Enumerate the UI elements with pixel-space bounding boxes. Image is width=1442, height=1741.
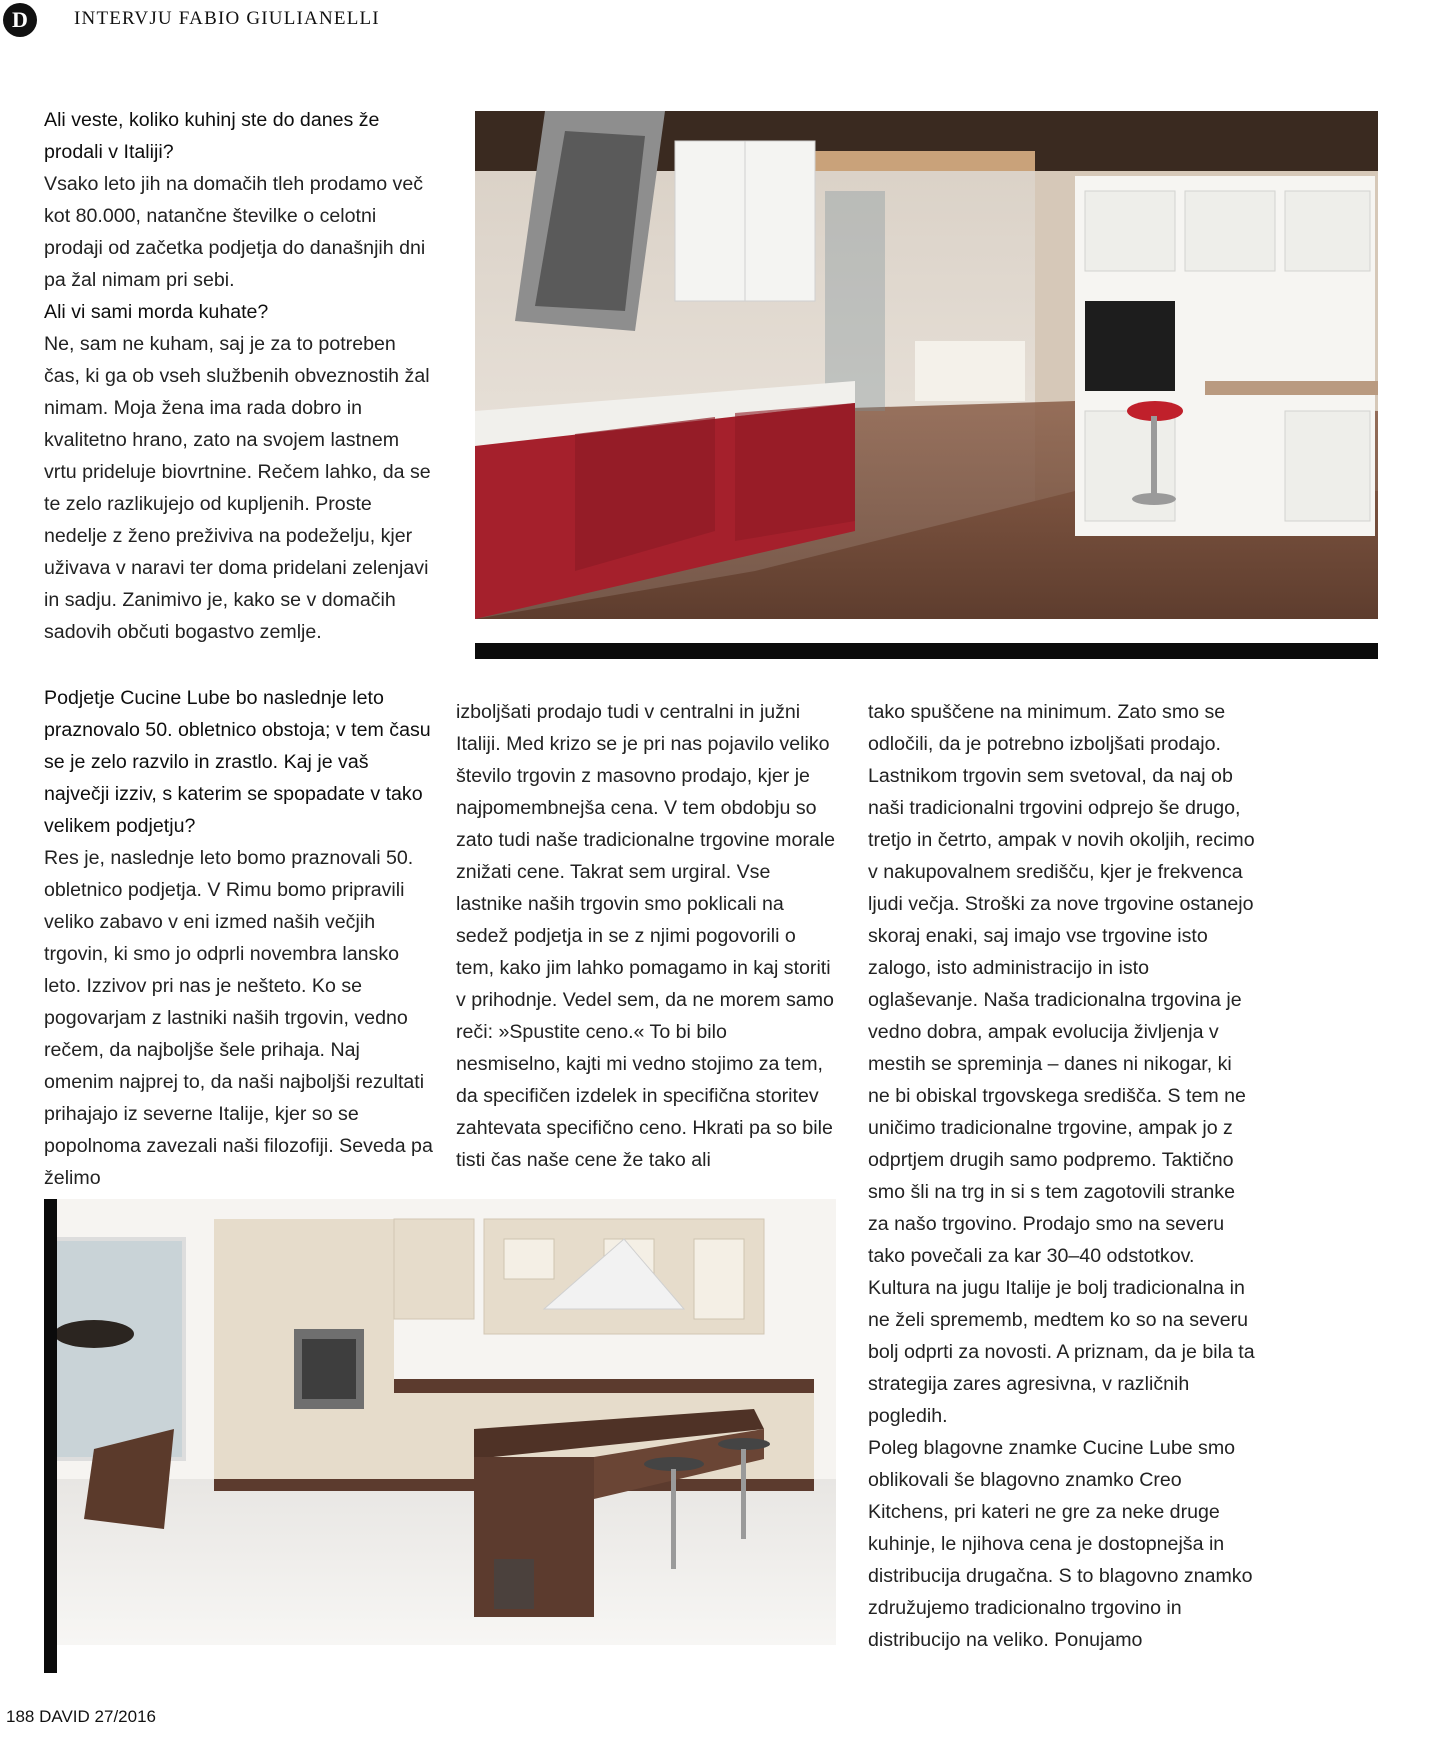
answer: Res je, naslednje leto bomo praznovali 50. obletnico podjetja. V Rimu bomo pripravili veliko zabavo v eni izmed naših večjih trgovin, ki smo jo odprli novembra lansko leto. Izzivov pri nas je nešteto. Ko se pogovarjam z lastniki naših trgovin, vedno rečem, da najboljše šele prihaja. Naj omenim najprej to, da naši najboljši rezultati prihajajo iz severne Italije, kjer so se popolnoma zavezali naši filozofiji. Seveda pa želimo [44,847,433,1189]
photo-caption-bar [475,643,1378,659]
left-column [44,682,434,1194]
magazine-logo [2,2,48,38]
intro-column [44,104,434,648]
question: Podjetje Cucine Lube bo naslednje leto praznovalo 50. obletnico obstoja; v tem času se je zelo razvilo in zrastlo. Kaj je vaš največji izziv, s katerim se spopadate v tako velikem podjetju? [44,687,431,837]
right-column [868,696,1258,1656]
middle-column [456,696,836,1176]
cream-kitchen-photo [44,1199,836,1645]
answer: Ne, sam ne kuham, saj je za to potreben čas, ki ga ob vseh službenih obveznostih žal nimam. Moja žena ima rada dobro in kvalitetno hrano, zato na svojem lastnem vrtu prideluje biovrtnine. Rečem lahko, da se te zelo razlikujejo od kupljenih. Proste nedelje z ženo preživiva na podeželju, kjer uživava v naravi ter doma pridelani zelenjavi in sadju. Zanimivo je, kako se v domačih sadovih občuti bogastvo zemlje. [44,333,431,643]
question: Ali veste, koliko kuhinj ste do danes že prodali v Italiji? [44,109,380,163]
issue-number: 27/2016 [94,1707,156,1726]
answer-continued: izboljšati prodajo tudi v centralni in južni Italiji. Med krizo se je pri nas pojavilo veliko število trgovin z masovno prodajo, kjer je najpomembnejša cena. V tem obdobju so zato tudi naše tradicionalne trgovine morale znižati cene. Takrat sem urgiral. Vse lastnike naših trgovin smo poklicali na sedež podjetja in se z njimi pogovorili o tem, kako jim lahko pomagamo in kaj storiti v prihodnje. Vedel sem, da ne morem samo reči: »Spustite ceno.« To bi bilo nesmiselno, kajti mi vedno stojimo za tem, da specifičen izdelek in specifična storitev zahtevata specifično ceno. Hkrati pa so bile tisti čas naše cene že tako ali [456,701,836,1171]
question: Ali vi sami morda kuhate? [44,301,269,323]
photo-side-bar [44,1199,57,1673]
page-footer [6,1707,156,1727]
magazine-name: DAVID [39,1707,90,1726]
page-number: 188 [6,1707,35,1726]
red-kitchen-photo [475,111,1378,619]
answer-continued: tako spuščene na minimum. Zato smo se odločili, da je potrebno izboljšati prodajo. Lastnikom trgovin sem svetoval, da naj ob naši tradicionalni trgovini odprejo še drugo, tretjo in četrto, ampak v novih okoljih, recimo v nakupovalnem središču, kjer je frekvenca ljudi večja. Stroški za nove trgovine ostanejo skoraj enaki, saj imajo vse trgovine isto zalogo, isto administracijo in isto oglaševanje. Naša tradicionalna trgovina je vedno dobra, ampak evolucija življenja v mestih se spreminja – danes ni nikogar, ki ne bi obiskal trgovskega središča. S tem ne uničimo tradicionalne trgovine, ampak jo z odprtjem drugih samo podpremo. Taktično smo šli na trg in si s tem zagotovili stranke za našo trgovino. Prodajo smo na severu tako povečali za kar 30–40 odstotkov. Kultura na jugu Italije je bolj tradicionalna in ne želi sprememb, medtem ko so na severu bolj odprti za novosti. A priznam, da je bila ta strategija zares agresivna, v različnih pogledih. [868,701,1255,1427]
svg-text:AVID: AVID [32,32,46,38]
section-title: INTERVJU FABIO GIULIANELLI [74,8,380,29]
answer: Poleg blagovne znamke Cucine Lube smo oblikovali še blagovno znamko Creo Kitchens, pri kateri ne gre za neke druge kuhinje, le njihova cena je dostopnejša in distribucija drugačna. S to blagovno znamko združujemo tradicionalno trgovino in distribucijo na veliko. Ponujamo [868,1437,1253,1651]
svg-text:D: D [12,7,28,32]
answer: Vsako leto jih na domačih tleh prodamo več kot 80.000, natančne številke o celotni prodaji od začetka podjetja do današnjih dni pa žal nimam pri sebi. [44,173,426,291]
